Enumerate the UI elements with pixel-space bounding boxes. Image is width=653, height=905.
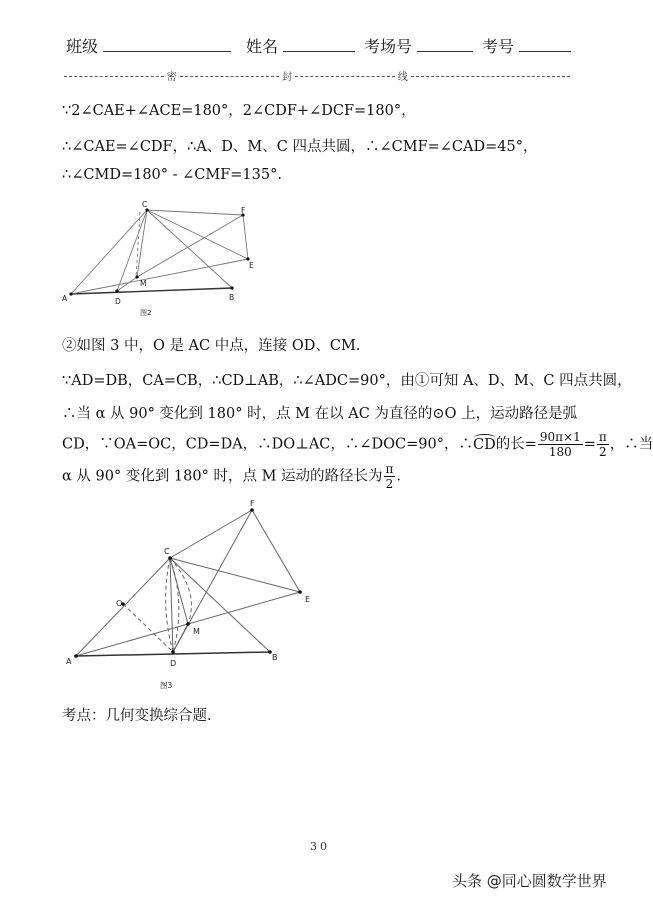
exam-room-field bbox=[364, 34, 473, 57]
page-number: 30 bbox=[310, 840, 330, 853]
fig2-label-c: C bbox=[142, 200, 148, 209]
name-label: 姓名 bbox=[246, 37, 279, 56]
fig3-label-b: B bbox=[272, 653, 278, 662]
fig2-label-e: E bbox=[249, 261, 254, 270]
figure-3 bbox=[60, 494, 330, 694]
fraction-path-length bbox=[384, 462, 396, 491]
fig3-label-d: D bbox=[170, 659, 177, 668]
fig2-label-m: M bbox=[140, 279, 147, 288]
solution-line-1: ∵2∠CAE+∠ACE=180°，2∠CDF+∠DCF=180°， bbox=[62, 103, 416, 119]
solution-line-6: ∴当 α 从 90° 变化到 180° 时，点 M 在以 AC 为直径的⊙O 上，运动路径是弧 bbox=[62, 406, 578, 422]
name-blank bbox=[283, 36, 355, 52]
seal-char-2: 封 bbox=[282, 72, 293, 83]
fraction-arc-length bbox=[538, 430, 583, 459]
solution-line-5: ∵AD=DB，CA=CB，∴CD⊥AB，∴∠ADC=90°，由①可知 A、D、M、C 四点共圆， bbox=[62, 373, 632, 389]
fraction-pi-over-2 bbox=[597, 430, 609, 459]
solution-line-7 bbox=[62, 430, 653, 459]
class-blank bbox=[103, 36, 231, 52]
fig2-label-a: A bbox=[62, 294, 68, 303]
fig2-label-f: F bbox=[241, 206, 246, 215]
solution-line-4: ②如图 3 中，O 是 AC 中点，连接 OD、CM. bbox=[62, 338, 361, 354]
arc-cd: CD bbox=[473, 436, 496, 453]
exam-number-label: 考号 bbox=[482, 37, 515, 56]
fig3-label-m: M bbox=[193, 627, 200, 636]
exam-number-blank bbox=[519, 36, 571, 52]
fig3-label-a: A bbox=[66, 657, 72, 666]
fraction-2-denominator: 2 bbox=[599, 445, 607, 459]
fraction-3-numerator: π bbox=[385, 462, 394, 476]
exam-number-field bbox=[482, 34, 571, 57]
fig3-label-f: F bbox=[250, 499, 255, 508]
fig2-caption: 图2 bbox=[140, 309, 152, 317]
fig3-label-c: C bbox=[164, 547, 170, 556]
fraction-3-denominator: 2 bbox=[385, 477, 394, 491]
knowledge-point: 考点：几何变换综合题. bbox=[62, 708, 212, 724]
solution-line-3: ∴∠CMD=180° - ∠CMF=135°. bbox=[62, 167, 282, 183]
fraction-1-numerator: 90π×1 bbox=[539, 430, 581, 444]
exam-room-blank bbox=[417, 36, 473, 52]
fraction-1-denominator: 180 bbox=[548, 445, 572, 459]
fig2-label-b: B bbox=[229, 293, 235, 302]
figure-2 bbox=[60, 198, 270, 322]
fig2-label-d: D bbox=[115, 297, 121, 306]
solution-line-2: ∴∠CAE=∠CDF，∴A、D、M、C 四点共圆，∴∠CMF=∠CAD=45°， bbox=[62, 139, 538, 155]
seal-char-1: 密 bbox=[166, 72, 177, 83]
class-field bbox=[66, 34, 231, 57]
line7-text-b: 的长= bbox=[495, 436, 537, 453]
fraction-2-numerator: π bbox=[598, 430, 607, 444]
line7-equals: = bbox=[583, 436, 596, 453]
name-field bbox=[246, 34, 355, 57]
fig3-label-o: O bbox=[116, 599, 123, 608]
fig3-label-e: E bbox=[305, 595, 311, 604]
seal-line bbox=[64, 68, 570, 83]
line7-text-a: CD，∵OA=OC，CD=DA，∴DO⊥AC，∴∠DOC=90°，∴ bbox=[62, 436, 473, 453]
fig3-caption: 图3 bbox=[160, 681, 173, 690]
line8-text-a: α 从 90° 变化到 180° 时，点 M 运动的路径长为 bbox=[62, 468, 383, 485]
line8-text-b: . bbox=[396, 468, 402, 485]
seal-char-3: 线 bbox=[397, 72, 408, 83]
class-label: 班级 bbox=[66, 37, 99, 56]
line7-text-c: ，∴当 bbox=[609, 436, 653, 453]
exam-room-label: 考场号 bbox=[364, 37, 413, 56]
watermark: 头条 @同心圆数学世界 bbox=[452, 872, 607, 890]
solution-line-8 bbox=[62, 462, 401, 491]
